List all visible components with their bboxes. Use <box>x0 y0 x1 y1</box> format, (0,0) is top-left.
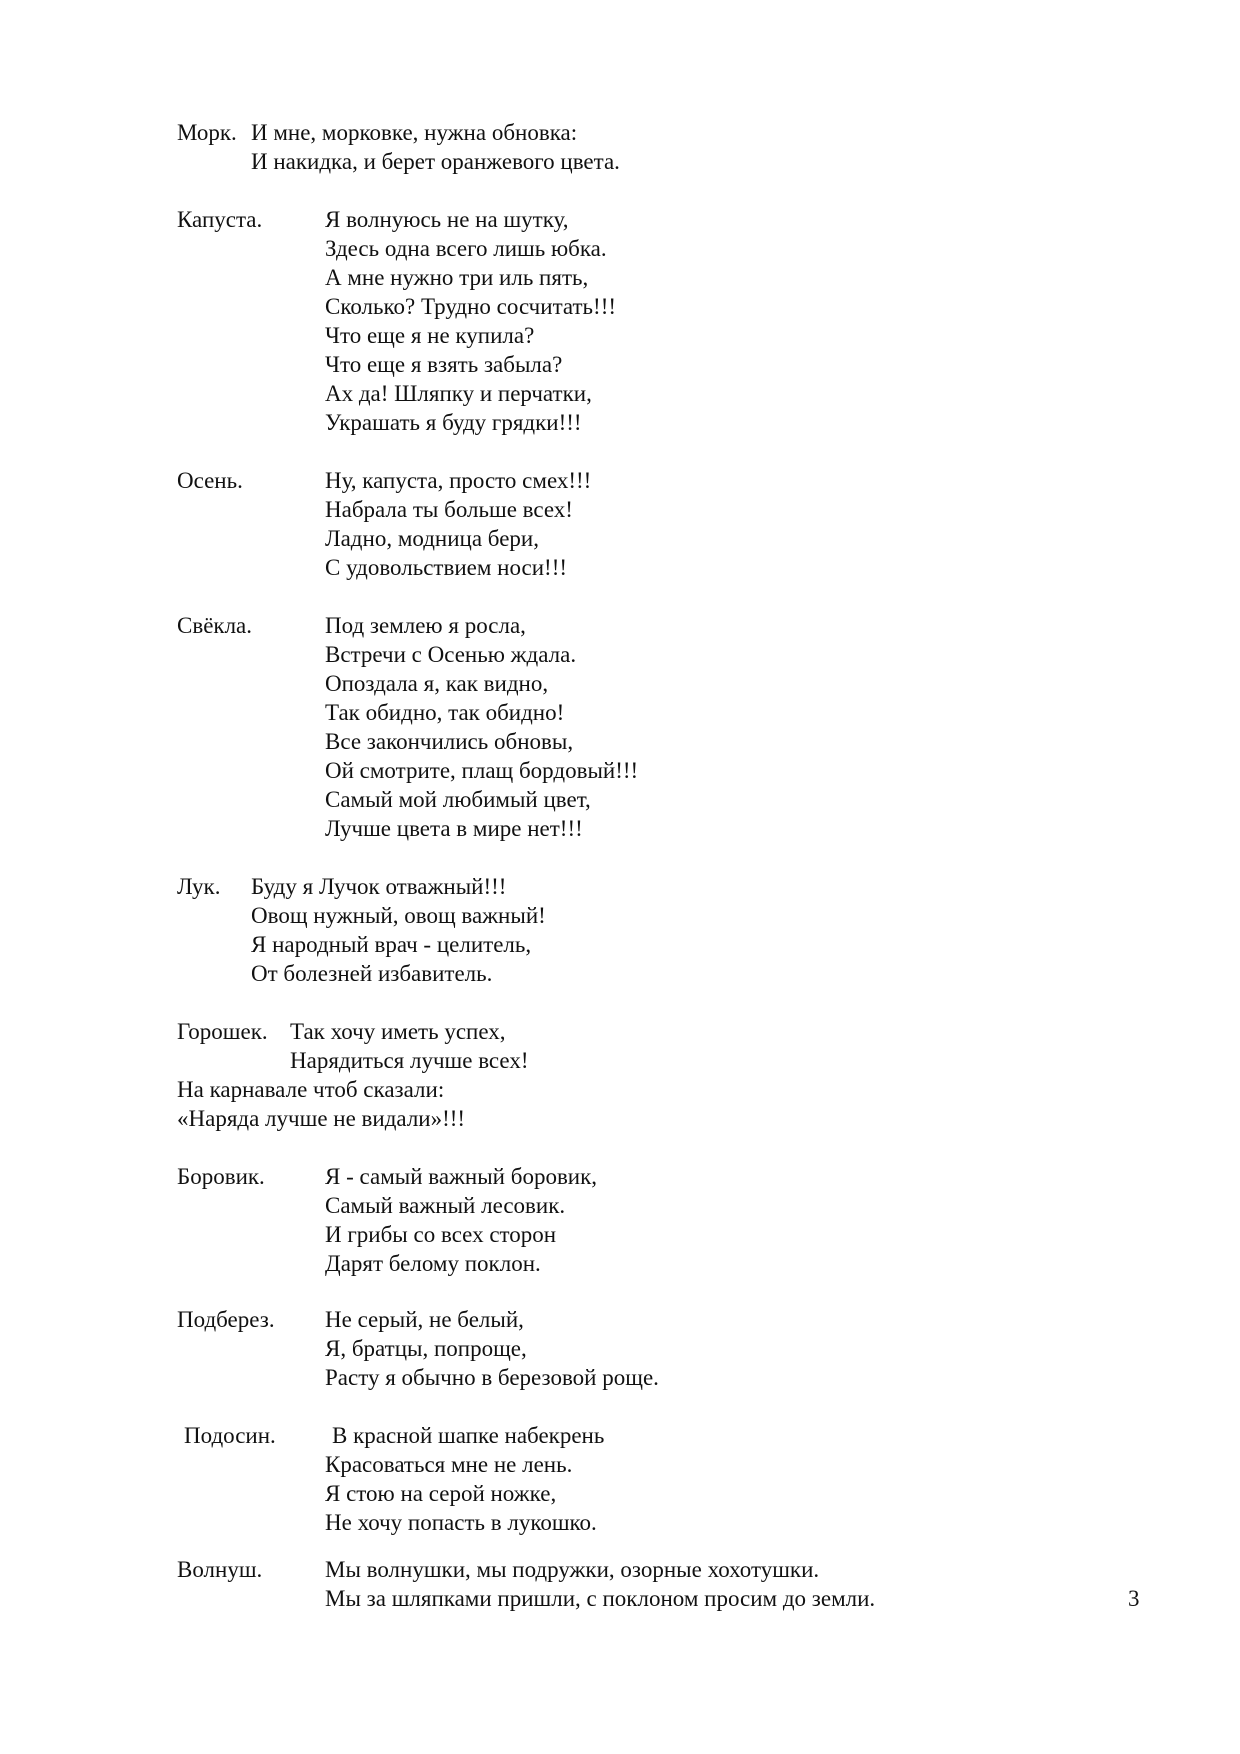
page-number: 3 <box>1128 1586 1140 1611</box>
speaker-label: Боровик. <box>177 1164 265 1189</box>
verse-line: А мне нужно три иль пять, <box>325 265 589 290</box>
verse-line: Расту я обычно в березовой роще. <box>325 1365 659 1390</box>
verse-line: Я народный врач - целитель, <box>251 932 532 957</box>
verse-line: Я волнуюсь не на шутку, <box>325 207 569 232</box>
verse-line: Под землею я росла, <box>325 613 526 638</box>
verse-line: Украшать я буду грядки!!! <box>325 410 582 435</box>
verse-line: В красной шапке набекрень <box>332 1423 605 1448</box>
verse-line: Не серый, не белый, <box>325 1307 524 1332</box>
verse-line: Так хочу иметь успех, <box>290 1019 506 1044</box>
speaker-label: Подберез. <box>177 1307 275 1332</box>
speaker-label: Морк. <box>177 120 237 145</box>
verse-line: Мы волнушки, мы подружки, озорные хохотушки. <box>325 1557 820 1582</box>
verse-line: Что еще я не купила? <box>325 323 535 348</box>
verse-line: Что еще я взять забыла? <box>325 352 563 377</box>
verse-line: С удовольствием носи!!! <box>325 555 568 580</box>
verse-line: Ну, капуста, просто смех!!! <box>325 468 592 493</box>
verse-line: Лучше цвета в мире нет!!! <box>325 816 583 841</box>
verse-line: И мне, морковке, нужна обновка: <box>251 120 578 145</box>
speaker-label: Свёкла. <box>177 613 253 638</box>
speaker-label: Подосин. <box>184 1423 276 1448</box>
verse-line: Красоваться мне не лень. <box>325 1452 573 1477</box>
verse-line: Самый важный лесовик. <box>325 1193 566 1218</box>
verse-line: Не хочу попасть в лукошко. <box>325 1510 597 1535</box>
speaker-label: Лук. <box>177 874 221 899</box>
verse-line: Встречи с Осенью ждала. <box>325 642 577 667</box>
verse-line: Сколько? Трудно сосчитать!!! <box>325 294 617 319</box>
speaker-label: Горошек. <box>177 1019 268 1044</box>
verse-line: Буду я Лучок отважный!!! <box>251 874 507 899</box>
verse-line: И накидка, и берет оранжевого цвета. <box>251 149 620 174</box>
verse-line: Я, братцы, попроще, <box>325 1336 527 1361</box>
speaker-label: Осень. <box>177 468 243 493</box>
verse-line: Я - самый важный боровик, <box>325 1164 598 1189</box>
verse-line: От болезней избавитель. <box>251 961 493 986</box>
verse-line: Мы за шляпками пришли, с поклоном просим до земли. <box>325 1586 876 1611</box>
verse-line: И грибы со всех сторон <box>325 1222 557 1247</box>
verse-line: Я стою на серой ножке, <box>325 1481 557 1506</box>
speaker-label: Капуста. <box>177 207 263 232</box>
speaker-label: Волнуш. <box>177 1557 263 1582</box>
verse-line: Все закончились обновы, <box>325 729 574 754</box>
verse-line: Опоздала я, как видно, <box>325 671 549 696</box>
verse-line: Ладно, модница бери, <box>325 526 539 551</box>
verse-line: На карнавале чтоб сказали: <box>177 1077 445 1102</box>
verse-line: Так обидно, так обидно! <box>325 700 565 725</box>
verse-line: Самый мой любимый цвет, <box>325 787 591 812</box>
verse-line: Овощ нужный, овощ важный! <box>251 903 546 928</box>
verse-line: Здесь одна всего лишь юбка. <box>325 236 607 261</box>
verse-line: Ах да! Шляпку и перчатки, <box>325 381 592 406</box>
verse-line: Набрала ты больше всех! <box>325 497 573 522</box>
verse-line: Нарядиться лучше всех! <box>290 1048 529 1073</box>
verse-line: «Наряда лучше не видали»!!! <box>177 1106 466 1131</box>
verse-line: Ой смотрите, плащ бордовый!!! <box>325 758 639 783</box>
verse-line: Дарят белому поклон. <box>325 1251 541 1276</box>
